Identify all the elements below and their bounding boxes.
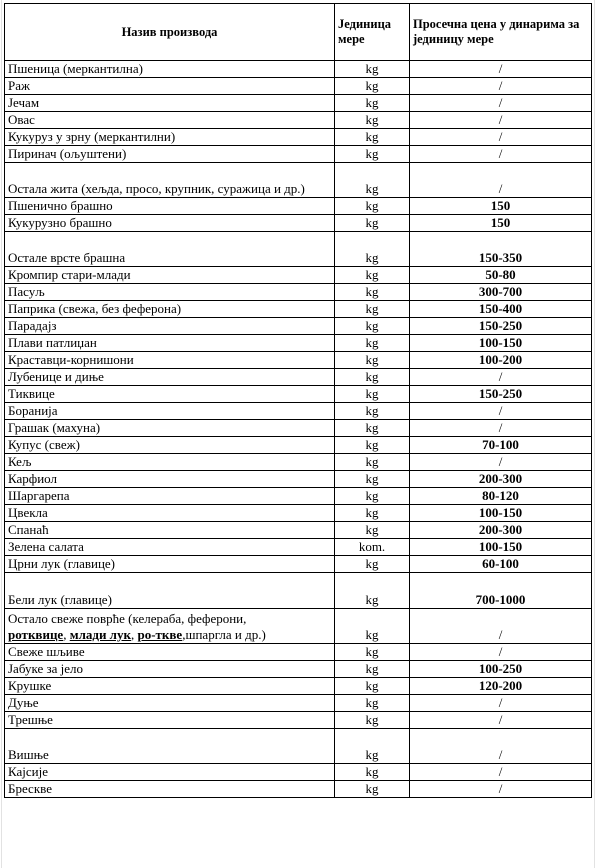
row-name: Зелена салата	[5, 539, 335, 556]
table-row	[5, 267, 592, 284]
price-table	[4, 3, 592, 798]
row-price: 700-1000	[410, 573, 592, 609]
row-unit: kg	[335, 335, 410, 352]
row-name	[5, 609, 335, 644]
row-unit: kg	[335, 609, 410, 644]
row-name: Трешње	[5, 712, 335, 729]
row-price: 70-100	[410, 437, 592, 454]
row-name: Црни лук (главице)	[5, 556, 335, 573]
row-price: /	[410, 112, 592, 129]
row-price: 120-200	[410, 678, 592, 695]
row-price: 150-250	[410, 318, 592, 335]
row-name: Паприка (свежа, без феферона)	[5, 301, 335, 318]
table-row	[5, 678, 592, 695]
row-price: /	[410, 712, 592, 729]
row-name: Свеже шљиве	[5, 644, 335, 661]
row-name: Парадајз	[5, 318, 335, 335]
row-price: 300-700	[410, 284, 592, 301]
row-name: Остале врсте брашна	[5, 232, 335, 267]
table-row	[5, 712, 592, 729]
row-price: /	[410, 644, 592, 661]
row-name: Краставци-корнишони	[5, 352, 335, 369]
row-name: Спанаћ	[5, 522, 335, 539]
row-unit: kg	[335, 556, 410, 573]
header-product-name: Назив производа	[5, 4, 335, 61]
row-price: /	[410, 95, 592, 112]
table-row	[5, 163, 592, 198]
row-price: /	[410, 163, 592, 198]
row-price: /	[410, 695, 592, 712]
row-unit: kg	[335, 112, 410, 129]
row-price: 150-250	[410, 386, 592, 403]
row-unit: kg	[335, 573, 410, 609]
row-price: 150	[410, 198, 592, 215]
row-name: Овас	[5, 112, 335, 129]
table-row	[5, 352, 592, 369]
row-price: /	[410, 146, 592, 163]
table-row	[5, 661, 592, 678]
row-name: Шаргарепа	[5, 488, 335, 505]
row-name: Цвекла	[5, 505, 335, 522]
row-name: Јечам	[5, 95, 335, 112]
row-price: 150-400	[410, 301, 592, 318]
row-unit: kg	[335, 729, 410, 764]
row-name-line: Остало свеже поврће (келераба, феферони,	[8, 611, 247, 626]
table-row	[5, 471, 592, 488]
row-unit: kg	[335, 695, 410, 712]
row-unit: kg	[335, 505, 410, 522]
table-row	[5, 488, 592, 505]
row-name: Вишње	[5, 729, 335, 764]
row-unit: kg	[335, 420, 410, 437]
row-price: 80-120	[410, 488, 592, 505]
table-row	[5, 284, 592, 301]
row-price: /	[410, 420, 592, 437]
table-row	[5, 146, 592, 163]
row-name: Боранија	[5, 403, 335, 420]
table-row	[5, 505, 592, 522]
table-row	[5, 129, 592, 146]
row-name: Пиринач (ољуштени)	[5, 146, 335, 163]
table-row	[5, 556, 592, 573]
row-name: Јабуке за јело	[5, 661, 335, 678]
row-price: /	[410, 369, 592, 386]
table-row	[5, 437, 592, 454]
table-row	[5, 386, 592, 403]
row-price: 60-100	[410, 556, 592, 573]
row-name: Кељ	[5, 454, 335, 471]
table-row	[5, 609, 592, 644]
table-row	[5, 112, 592, 129]
row-name: Лубенице и диње	[5, 369, 335, 386]
table-row	[5, 764, 592, 781]
row-unit: kg	[335, 661, 410, 678]
row-unit: kg	[335, 95, 410, 112]
row-unit: kg	[335, 454, 410, 471]
row-price: /	[410, 454, 592, 471]
header-average-price: Просечна цена у динарима за јединицу мере	[410, 4, 592, 61]
row-price: 150	[410, 215, 592, 232]
table-row	[5, 78, 592, 95]
row-unit: kg	[335, 215, 410, 232]
row-unit: kg	[335, 522, 410, 539]
row-unit: kg	[335, 163, 410, 198]
row-unit: kg	[335, 678, 410, 695]
row-price: 100-250	[410, 661, 592, 678]
row-name: Кромпир стари-млади	[5, 267, 335, 284]
row-name-tail: ,шпаргла и др.)	[182, 627, 266, 642]
row-name: Кајсије	[5, 764, 335, 781]
table-row	[5, 95, 592, 112]
grid-line	[1, 0, 2, 868]
row-unit: kg	[335, 386, 410, 403]
row-name: Тиквице	[5, 386, 335, 403]
row-name-line: ротквице, млади лук, ро-тквe,шпаргла и др.)	[8, 627, 266, 642]
row-name-emphasis: млади лук	[69, 627, 131, 642]
row-unit: kg	[335, 764, 410, 781]
row-name: Остала жита (хељда, просо, крупник, суражица и др.)	[5, 163, 335, 198]
table-row	[5, 729, 592, 764]
row-name: Брескве	[5, 781, 335, 798]
row-unit: kg	[335, 78, 410, 95]
table-row	[5, 301, 592, 318]
row-name-emphasis: ротквице	[8, 627, 64, 642]
table-row	[5, 644, 592, 661]
row-name-emphasis: ро-тквe	[137, 627, 183, 642]
row-unit: kom.	[335, 539, 410, 556]
table-row	[5, 61, 592, 78]
table-row	[5, 781, 592, 798]
row-unit: kg	[335, 471, 410, 488]
row-price: /	[410, 609, 592, 644]
row-unit: kg	[335, 369, 410, 386]
row-name: Кукурузно брашно	[5, 215, 335, 232]
table-row	[5, 420, 592, 437]
header-unit: Јединица мере	[335, 4, 410, 61]
table-row	[5, 215, 592, 232]
row-unit: kg	[335, 781, 410, 798]
table-row	[5, 369, 592, 386]
row-unit: kg	[335, 198, 410, 215]
row-price: /	[410, 129, 592, 146]
row-name: Дуње	[5, 695, 335, 712]
table-row	[5, 403, 592, 420]
row-name: Грашак (махуна)	[5, 420, 335, 437]
row-price: /	[410, 729, 592, 764]
row-name: Пшеница (меркантилна)	[5, 61, 335, 78]
row-unit: kg	[335, 488, 410, 505]
row-price: /	[410, 781, 592, 798]
row-price: 100-150	[410, 505, 592, 522]
table-header-row	[5, 4, 592, 61]
table-row	[5, 335, 592, 352]
row-price: 100-150	[410, 335, 592, 352]
row-name: Бели лук (главице)	[5, 573, 335, 609]
row-price: 200-300	[410, 471, 592, 488]
row-price: 200-300	[410, 522, 592, 539]
table-row	[5, 198, 592, 215]
row-unit: kg	[335, 61, 410, 78]
row-unit: kg	[335, 129, 410, 146]
table-row	[5, 522, 592, 539]
row-unit: kg	[335, 146, 410, 163]
row-price: 150-350	[410, 232, 592, 267]
row-unit: kg	[335, 712, 410, 729]
table-row	[5, 232, 592, 267]
grid-line	[594, 0, 595, 868]
row-name: Крушке	[5, 678, 335, 695]
table-row	[5, 573, 592, 609]
row-name: Карфиол	[5, 471, 335, 488]
row-price: 100-150	[410, 539, 592, 556]
row-price: /	[410, 78, 592, 95]
row-unit: kg	[335, 267, 410, 284]
table-row	[5, 454, 592, 471]
row-unit: kg	[335, 232, 410, 267]
row-price: 100-200	[410, 352, 592, 369]
row-unit: kg	[335, 437, 410, 454]
row-unit: kg	[335, 318, 410, 335]
table-row	[5, 539, 592, 556]
row-unit: kg	[335, 352, 410, 369]
row-unit: kg	[335, 644, 410, 661]
row-name: Кукуруз у зрну (меркантилни)	[5, 129, 335, 146]
row-price: /	[410, 61, 592, 78]
row-price: /	[410, 403, 592, 420]
row-price: /	[410, 764, 592, 781]
table-row	[5, 318, 592, 335]
table-row	[5, 695, 592, 712]
row-name: Пшенично брашно	[5, 198, 335, 215]
row-unit: kg	[335, 301, 410, 318]
row-name: Купус (свеж)	[5, 437, 335, 454]
row-name: Пасуљ	[5, 284, 335, 301]
row-price: 50-80	[410, 267, 592, 284]
row-name: Раж	[5, 78, 335, 95]
row-unit: kg	[335, 403, 410, 420]
row-unit: kg	[335, 284, 410, 301]
row-name: Плави патлиџан	[5, 335, 335, 352]
